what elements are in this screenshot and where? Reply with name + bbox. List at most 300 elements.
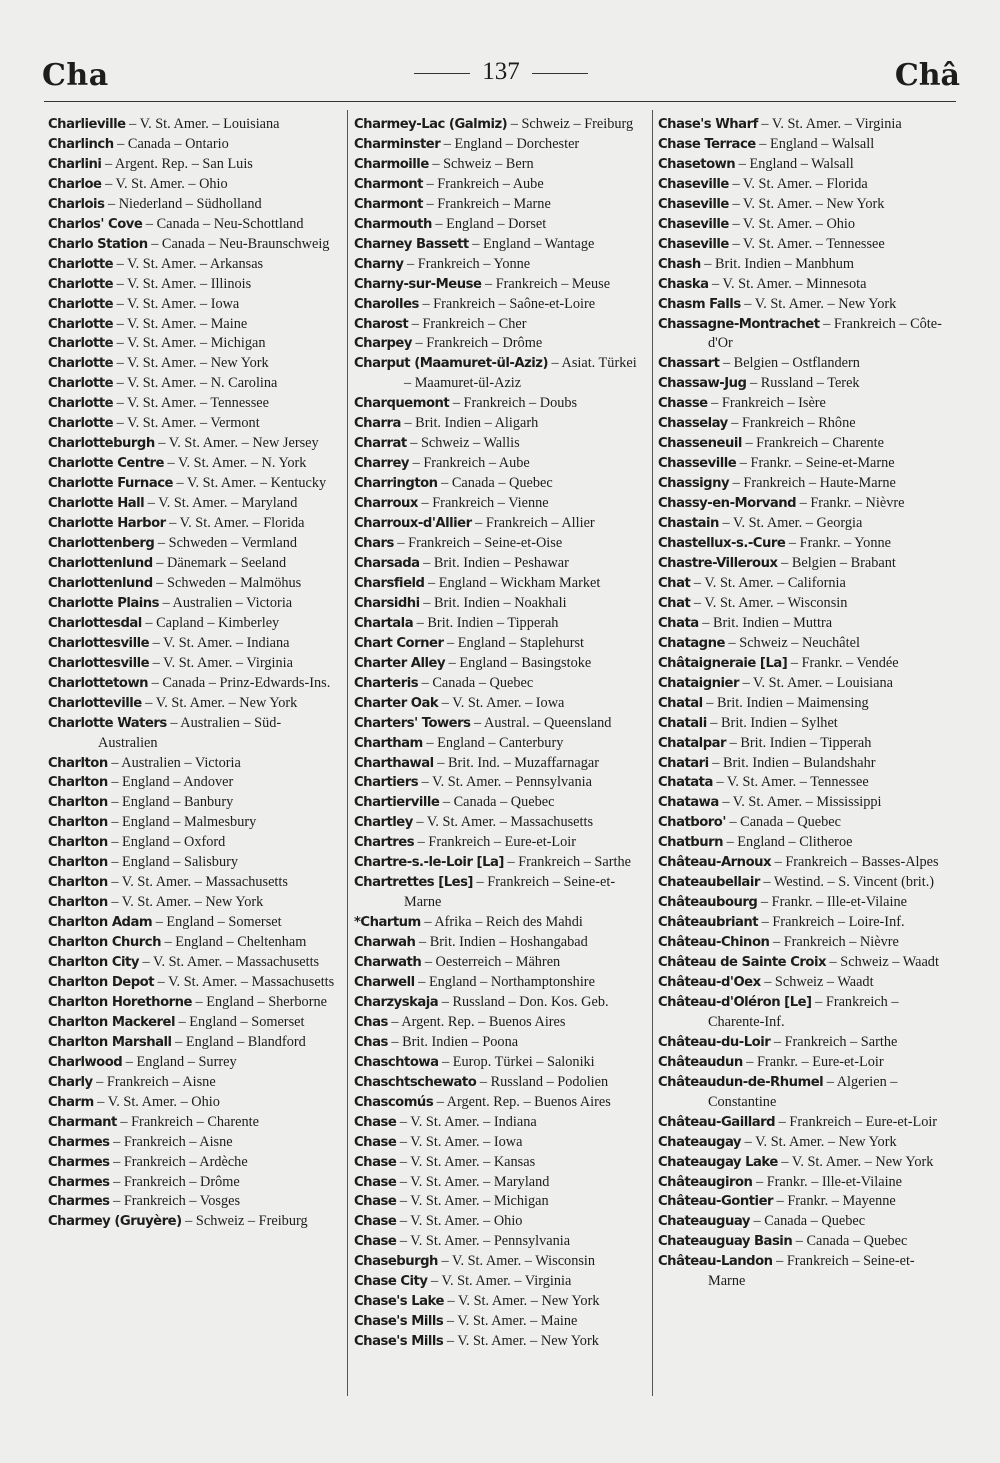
entry-location: – England – Malmesbury	[107, 814, 257, 831]
gazetteer-entry	[658, 1212, 950, 1232]
gazetteer-entry	[658, 833, 950, 853]
gazetteer-entry	[354, 135, 646, 155]
gazetteer-entry	[354, 674, 646, 694]
gazetteer-entry	[48, 913, 340, 933]
entry-headword: Château de Sainte Croix	[658, 955, 826, 971]
entry-location: – Frankreich – Marne	[422, 195, 551, 212]
entry-location: – Frankreich – Loire-Inf.	[758, 914, 905, 931]
gazetteer-entry	[658, 694, 950, 714]
entry-location: – V. St. Amer. – Florida	[165, 515, 305, 532]
entry-location: – England – Clitheroe	[723, 834, 853, 851]
gazetteer-entry	[354, 634, 646, 654]
gazetteer-entry	[354, 1013, 646, 1033]
entry-location: – V. St. Amer. – Massachusetts	[138, 954, 320, 971]
entry-location: – Brit. Indien – Noakhali	[419, 594, 567, 611]
gazetteer-entry	[354, 1212, 646, 1232]
entry-headword: Chasm Falls	[658, 296, 741, 312]
entry-location: – Argent. Rep. – Buenos Aires	[387, 1013, 566, 1030]
entry-location: – Schweden – Malmöhus	[152, 574, 302, 591]
entry-headword: Charlton Marshall	[48, 1034, 172, 1050]
entry-headword: Chaseville	[658, 196, 729, 212]
column-divider	[652, 110, 653, 1396]
entry-headword: Charlottesville	[48, 635, 150, 651]
gazetteer-entry	[658, 155, 950, 175]
entry-headword: Chase's Mills	[354, 1314, 444, 1330]
entry-location: – Canada – Quebec	[439, 794, 555, 811]
gazetteer-entry	[354, 813, 646, 833]
entry-location: – Canada – Quebec	[725, 814, 841, 831]
entry-location: – England – Walsall	[755, 135, 875, 152]
entry-headword: Château-d'Oex	[658, 974, 761, 990]
entry-headword: Charney Bassett	[354, 236, 469, 252]
gazetteer-entry	[354, 334, 646, 354]
entry-location: – V. St. Amer. – Arkansas	[113, 255, 264, 272]
header-rule-left	[414, 73, 470, 74]
entry-headword: Charlton	[48, 815, 108, 831]
entry-location: – Austral. – Queensland	[470, 714, 612, 731]
entry-location: – Frankr. – Ille-et-Vilaine	[757, 894, 907, 911]
entry-location: – England – Blandford	[171, 1033, 306, 1050]
gazetteer-entry	[658, 1252, 950, 1292]
entry-headword: Chat	[658, 575, 691, 591]
entry-headword: Charquemont	[354, 396, 450, 412]
entry-headword: Charters' Towers	[354, 715, 471, 731]
gazetteer-entry	[658, 873, 950, 893]
entry-location: – V. St. Amer. – Illinois	[113, 275, 252, 292]
entry-location: – Frankreich – Basses-Alpes	[771, 854, 939, 871]
entry-location: – Russland – Don. Kos. Geb.	[438, 993, 609, 1010]
entry-location: – Schweiz – Waadt	[760, 973, 874, 990]
entry-location: – V. St. Amer. – Maryland	[396, 1173, 550, 1190]
entry-location: – V. St. Amer. – Virginia	[757, 116, 902, 132]
entry-headword: Châtaigneraie [La]	[658, 655, 788, 671]
gazetteer-entry	[658, 235, 950, 255]
gazetteer-entry	[48, 853, 340, 873]
gazetteer-entry	[658, 953, 950, 973]
entry-headword: Charlos' Cove	[48, 216, 143, 232]
entry-location: – V. St. Amer. – New York	[141, 694, 298, 711]
gazetteer-entry	[354, 594, 646, 614]
entry-headword: Charmes	[48, 1194, 110, 1210]
entry-location: – Capland – Kimberley	[141, 614, 280, 631]
entry-headword: Charmouth	[354, 216, 432, 232]
entry-headword: Charrey	[354, 456, 410, 472]
entry-location: – Europ. Türkei – Saloniki	[438, 1053, 595, 1070]
entry-location: – V. St. Amer. – Mississippi	[718, 794, 882, 811]
entry-location: – V. St. Amer. – Ohio	[93, 1093, 220, 1110]
entry-headword: Charlotte	[48, 316, 114, 332]
entry-location: – Brit. Indien – Muttra	[698, 614, 833, 631]
entry-headword: Charrington	[354, 476, 438, 492]
entry-headword: Chastain	[658, 516, 719, 532]
entry-headword: Chart Corner	[354, 635, 444, 651]
gazetteer-entry	[48, 235, 340, 255]
entry-headword: Charlton Church	[48, 935, 161, 951]
entry-headword: Charroux	[354, 496, 418, 512]
entry-location: – England – Basingstoke	[445, 654, 592, 671]
entry-location: – England – Cheltenham	[161, 934, 307, 951]
entry-location: – Frankr. – Ille-et-Vilaine	[752, 1173, 903, 1190]
gazetteer-entry	[354, 275, 646, 295]
entry-headword: Charrat	[354, 436, 407, 452]
header-rule-right	[532, 73, 588, 74]
gazetteer-entry	[48, 434, 340, 454]
gazetteer-entry	[48, 494, 340, 514]
gazetteer-entry	[658, 215, 950, 235]
gazetteer-entry	[658, 115, 950, 135]
entry-location: – Brit. Indien – Poona	[387, 1033, 519, 1050]
entry-headword: Charlton	[48, 855, 108, 871]
entry-headword: Châteaudun	[658, 1054, 743, 1070]
entry-location: – England – Northamptonshire	[414, 973, 595, 990]
entry-location: – Schweden – Vermland	[154, 535, 298, 552]
entry-headword: Chassaw-Jug	[658, 376, 747, 392]
entry-location: – Frankr. – Vendée	[787, 654, 899, 671]
entry-location: – Frankreich – Sarthe	[770, 1033, 898, 1050]
gazetteer-entry	[658, 434, 950, 454]
gazetteer-entry	[658, 1033, 950, 1053]
entry-headword: Charwah	[354, 935, 416, 951]
entry-headword: Charny	[354, 256, 404, 272]
entry-headword: Charlotte Centre	[48, 456, 164, 472]
gazetteer-entry	[48, 933, 340, 953]
entry-location: – Belgien – Ostflandern	[719, 355, 860, 372]
entry-headword: Chaska	[658, 276, 709, 292]
entry-headword: Charlton Depot	[48, 974, 155, 990]
gazetteer-entry	[354, 754, 646, 774]
entry-location: – Asiat. Türkei – Maamuret-ül-Aziz	[404, 355, 637, 392]
gazetteer-entry	[48, 1113, 340, 1133]
entry-headword: Charlotte Furnace	[48, 476, 173, 492]
entry-location: – England – Wickham Market	[424, 574, 601, 591]
entry-location: – V. St. Amer. – Iowa	[396, 1133, 523, 1150]
column-2	[354, 115, 646, 1352]
column-1	[48, 115, 340, 1232]
entry-headword: Charlotte	[48, 296, 114, 312]
entry-location: – V. St. Amer. – New York	[443, 1293, 600, 1310]
gazetteer-entry	[48, 295, 340, 315]
entry-location: – Oesterreich – Mähren	[421, 954, 561, 971]
entry-headword: Chase	[354, 1134, 397, 1150]
entry-headword: Charloe	[48, 176, 102, 192]
entry-headword: Charlotte Hall	[48, 496, 145, 512]
entry-headword: Chatawa	[658, 795, 719, 811]
gazetteer-entry	[48, 694, 340, 714]
entry-headword: Chatburn	[658, 835, 723, 851]
gazetteer-entry	[48, 255, 340, 275]
entry-headword: Chase	[354, 1114, 397, 1130]
gazetteer-entry	[48, 793, 340, 813]
entry-location: – V. St. Amer. – N. Carolina	[113, 375, 278, 392]
gazetteer-entry	[354, 654, 646, 674]
entry-location: – Frankreich – Aube	[409, 455, 530, 472]
gazetteer-entry	[48, 654, 340, 674]
entry-headword: Charteris	[354, 675, 419, 691]
entry-headword: Charny-sur-Meuse	[354, 276, 482, 292]
entry-headword: Chase	[354, 1174, 397, 1190]
gazetteer-entry	[658, 514, 950, 534]
entry-location: – V. St. Amer. – Ohio	[728, 215, 856, 232]
page-number-line	[42, 58, 960, 86]
entry-headword: Chaseburgh	[354, 1254, 438, 1270]
entry-headword: Charlton	[48, 835, 108, 851]
gazetteer-entry	[354, 195, 646, 215]
entry-headword: Chase	[354, 1154, 397, 1170]
entry-location: – Brit. Indien – Manbhum	[700, 255, 854, 272]
entry-location: – V. St. Amer. – Florida	[728, 175, 868, 192]
entry-location: – Frankreich – Seine-et-Oise	[393, 535, 563, 552]
entry-location: – Schweiz – Neuchâtel	[724, 634, 860, 651]
entry-location: – Russland – Podolien	[476, 1073, 609, 1090]
entry-location: – V. St. Amer. – Virginia	[427, 1273, 572, 1290]
entry-headword: Chartham	[354, 735, 423, 751]
gazetteer-entry	[354, 215, 646, 235]
entry-location: – England – Surrey	[122, 1053, 237, 1070]
entry-headword: Chasseville	[658, 456, 737, 472]
entry-location: – V. St. Amer. – Massachusetts	[154, 973, 335, 990]
gazetteer-entry	[354, 773, 646, 793]
entry-headword: Charlton Horethorne	[48, 994, 192, 1010]
entry-headword: Chaseville	[658, 236, 729, 252]
entry-location: – Canada – Quebec	[418, 674, 534, 691]
entry-headword: Charlottenlund	[48, 555, 153, 571]
entry-location: – England – Sherborne	[191, 993, 327, 1010]
entry-headword: Chatari	[658, 755, 709, 771]
running-head-right: Châ	[894, 58, 960, 93]
gazetteer-entry	[658, 1232, 950, 1252]
entry-headword: Chartres	[354, 835, 415, 851]
entry-headword: Chase's Lake	[354, 1294, 444, 1310]
entry-location: – Russland – Terek	[746, 375, 860, 392]
gazetteer-entry	[354, 1073, 646, 1093]
entry-headword: Charlottetown	[48, 675, 149, 691]
gazetteer-entry	[354, 315, 646, 335]
gazetteer-entry	[48, 115, 340, 135]
gazetteer-entry	[658, 734, 950, 754]
entry-location: – England – Walsall	[735, 155, 854, 172]
entry-headword: Charmont	[354, 196, 423, 212]
gazetteer-entry	[354, 1053, 646, 1073]
entry-location: – V. St. Amer. – Michigan	[113, 335, 266, 352]
entry-location: – Frankreich – Drôme	[411, 335, 543, 352]
entry-headword: Chastellux-s.-Cure	[658, 536, 786, 552]
entry-location: – England – Andover	[107, 774, 234, 791]
entry-location: – Brit. Indien – Hoshangabad	[415, 934, 588, 951]
gazetteer-entry	[354, 873, 646, 913]
entry-location: – Canada – Quebec	[437, 475, 553, 492]
entry-location: – Brit. Indien – Bulandshahr	[708, 754, 876, 771]
entry-location: – Frankreich – Yonne	[403, 255, 531, 272]
entry-location: – Brit. Indien – Peshawar	[419, 554, 569, 571]
entry-location: – V. St. Amer. – New York	[113, 355, 269, 372]
gazetteer-entry	[658, 474, 950, 494]
entry-headword: Chatboro'	[658, 815, 726, 831]
gazetteer-entry	[658, 793, 950, 813]
gazetteer-entry	[354, 1232, 646, 1252]
gazetteer-entry	[658, 614, 950, 634]
entry-location: – Westind. – S. Vincent (brit.)	[759, 874, 935, 891]
gazetteer-entry	[48, 893, 340, 913]
entry-location: – Frankreich – Aube	[422, 175, 544, 192]
entry-headword: Chartrettes [Les]	[354, 875, 473, 891]
gazetteer-entry	[354, 474, 646, 494]
entry-headword: Chas	[354, 1034, 388, 1050]
gazetteer-entry	[354, 833, 646, 853]
entry-location: – Dänemark – Seeland	[152, 554, 287, 571]
entry-location: – Frankr. – Nièvre	[796, 495, 905, 512]
entry-headword: Charter Oak	[354, 695, 439, 711]
entry-location: – Brit. Indien – Tipperah	[413, 614, 559, 631]
column-divider	[347, 110, 348, 1396]
gazetteer-entry	[354, 1272, 646, 1292]
gazetteer-entry	[658, 175, 950, 195]
gazetteer-entry	[48, 574, 340, 594]
gazetteer-entry	[354, 1332, 646, 1352]
gazetteer-entry	[48, 1173, 340, 1193]
entry-headword: Chase	[354, 1234, 397, 1250]
gazetteer-entry	[658, 714, 950, 734]
gazetteer-entry	[354, 933, 646, 953]
gazetteer-entry	[354, 574, 646, 594]
entry-location: – V. St. Amer. – N. York	[163, 455, 307, 472]
entry-headword: Châteaudun-de-Rhumel	[658, 1074, 824, 1090]
entry-location: – V. St. Amer. – Maryland	[144, 495, 298, 512]
entry-location: – V. St. Amer. – Indiana	[149, 634, 290, 651]
entry-location: – England – Dorchester	[440, 135, 580, 152]
entry-headword: Chatata	[658, 775, 713, 791]
gazetteer-entry	[48, 414, 340, 434]
entry-location: – V. St. Amer. – Ohio	[101, 175, 228, 192]
entry-location: – V. St. Amer. – New York	[740, 295, 897, 312]
gazetteer-entry	[48, 1192, 340, 1212]
entry-location: – V. St. Amer. – Iowa	[113, 295, 240, 312]
entry-location: – Brit. Indien – Sylhet	[706, 714, 838, 731]
entry-headword: Château-Gaillard	[658, 1114, 776, 1130]
gazetteer-entry	[658, 993, 950, 1033]
gazetteer-entry	[48, 973, 340, 993]
entry-headword: Chase	[354, 1194, 397, 1210]
entry-headword: Charlotte	[48, 256, 114, 272]
entry-headword: Chaseville	[658, 216, 729, 232]
gazetteer-entry	[48, 374, 340, 394]
gazetteer-entry	[48, 873, 340, 893]
gazetteer-entry	[658, 255, 950, 275]
entry-location: – Frankreich – Ardèche	[109, 1153, 248, 1170]
gazetteer-entry	[354, 1173, 646, 1193]
entry-headword: Chaseville	[658, 176, 729, 192]
entry-headword: Charlieville	[48, 117, 126, 132]
gazetteer-entry	[48, 155, 340, 175]
gazetteer-entry	[658, 674, 950, 694]
gazetteer-entry	[658, 394, 950, 414]
gazetteer-entry	[48, 534, 340, 554]
entry-location: – Canada – Neu-Braunschweig	[147, 235, 330, 252]
gazetteer-entry	[354, 1312, 646, 1332]
entry-headword: Chas	[354, 1014, 388, 1030]
entry-location: – Frankreich – Haute-Marne	[729, 475, 896, 492]
entry-headword: Château-Landon	[658, 1254, 773, 1270]
entry-location: – England – Salisbury	[107, 854, 238, 871]
entry-location: – Frankreich – Drôme	[109, 1173, 240, 1190]
gazetteer-entry	[48, 614, 340, 634]
entry-location: – Frankr. – Eure-et-Loir	[742, 1053, 884, 1070]
gazetteer-entry	[658, 454, 950, 474]
entry-headword: Charsada	[354, 555, 420, 571]
gazetteer-entry	[48, 1033, 340, 1053]
page-header	[42, 58, 960, 92]
entry-headword: Charlottesville	[48, 655, 150, 671]
entry-headword: Chateaugay	[658, 1134, 742, 1150]
entry-location: – V. St. Amer. – Massachusetts	[412, 814, 594, 831]
gazetteer-entry	[48, 953, 340, 973]
gazetteer-entry	[658, 654, 950, 674]
entry-headword: Charly	[48, 1074, 93, 1090]
entry-headword: Châteaubourg	[658, 895, 758, 911]
entry-headword: Charwath	[354, 955, 422, 971]
gazetteer-entry	[354, 514, 646, 534]
gazetteer-entry	[658, 295, 950, 315]
gazetteer-entry	[658, 1192, 950, 1212]
entry-headword: Charlini	[48, 156, 102, 172]
entry-location: – Australien – Süd-Australien	[98, 714, 282, 751]
entry-headword: Charlotte	[48, 336, 114, 352]
entry-location: – Frankreich – Charente-Inf.	[708, 993, 899, 1030]
gazetteer-entry	[48, 454, 340, 474]
entry-headword: Charwell	[354, 974, 415, 990]
entry-headword: Chata	[658, 615, 699, 631]
entry-headword: Chascomús	[354, 1094, 434, 1110]
gazetteer-entry	[658, 374, 950, 394]
gazetteer-entry	[354, 993, 646, 1013]
gazetteer-entry	[354, 354, 646, 394]
entry-location: – V. St. Amer. – Tennessee	[728, 235, 885, 252]
gazetteer-entry	[354, 1033, 646, 1053]
entry-headword: Chassy-en-Morvand	[658, 496, 797, 512]
gazetteer-entry	[658, 494, 950, 514]
gazetteer-entry	[658, 315, 950, 355]
entry-headword: Charlton	[48, 775, 108, 791]
gazetteer-entry	[658, 853, 950, 873]
gazetteer-entry	[658, 1153, 950, 1173]
entry-location: – V. St. Amer. – Tennessee	[113, 395, 269, 412]
entry-location: – Belgien – Brabant	[777, 554, 896, 571]
entry-location: – Frankreich – Charente	[741, 435, 884, 452]
gazetteer-entry	[354, 454, 646, 474]
entry-location: – Brit. Indien – Tipperah	[726, 734, 872, 751]
entry-headword: Charlton Mackerel	[48, 1014, 175, 1030]
gazetteer-entry	[658, 534, 950, 554]
entry-headword: Charlotte Harbor	[48, 516, 166, 532]
gazetteer-entry	[658, 1053, 950, 1073]
gazetteer-entry	[48, 275, 340, 295]
entry-location: – Schweiz – Freiburg	[507, 116, 634, 132]
entry-location: – England – Oxford	[107, 834, 226, 851]
gazetteer-entry	[354, 1153, 646, 1173]
gazetteer-entry	[48, 1133, 340, 1153]
entry-headword: Charlo Station	[48, 236, 148, 252]
entry-headword: Chastre-Villeroux	[658, 555, 778, 571]
entry-location: – England – Somerset	[152, 914, 282, 931]
entry-headword: Charminster	[354, 136, 441, 152]
entry-headword: Charlotte	[48, 356, 114, 372]
entry-location: – V. St. Amer. – Georgia	[718, 515, 863, 532]
entry-location: – Frankreich – Côte-d'Or	[708, 315, 942, 352]
gazetteer-entry	[354, 614, 646, 634]
entry-location: – Frankreich – Eure-et-Loir	[775, 1113, 938, 1130]
gazetteer-entry	[48, 334, 340, 354]
entry-headword: Charroux-d'Allier	[354, 516, 472, 532]
entry-headword: Chase Terrace	[658, 136, 756, 152]
